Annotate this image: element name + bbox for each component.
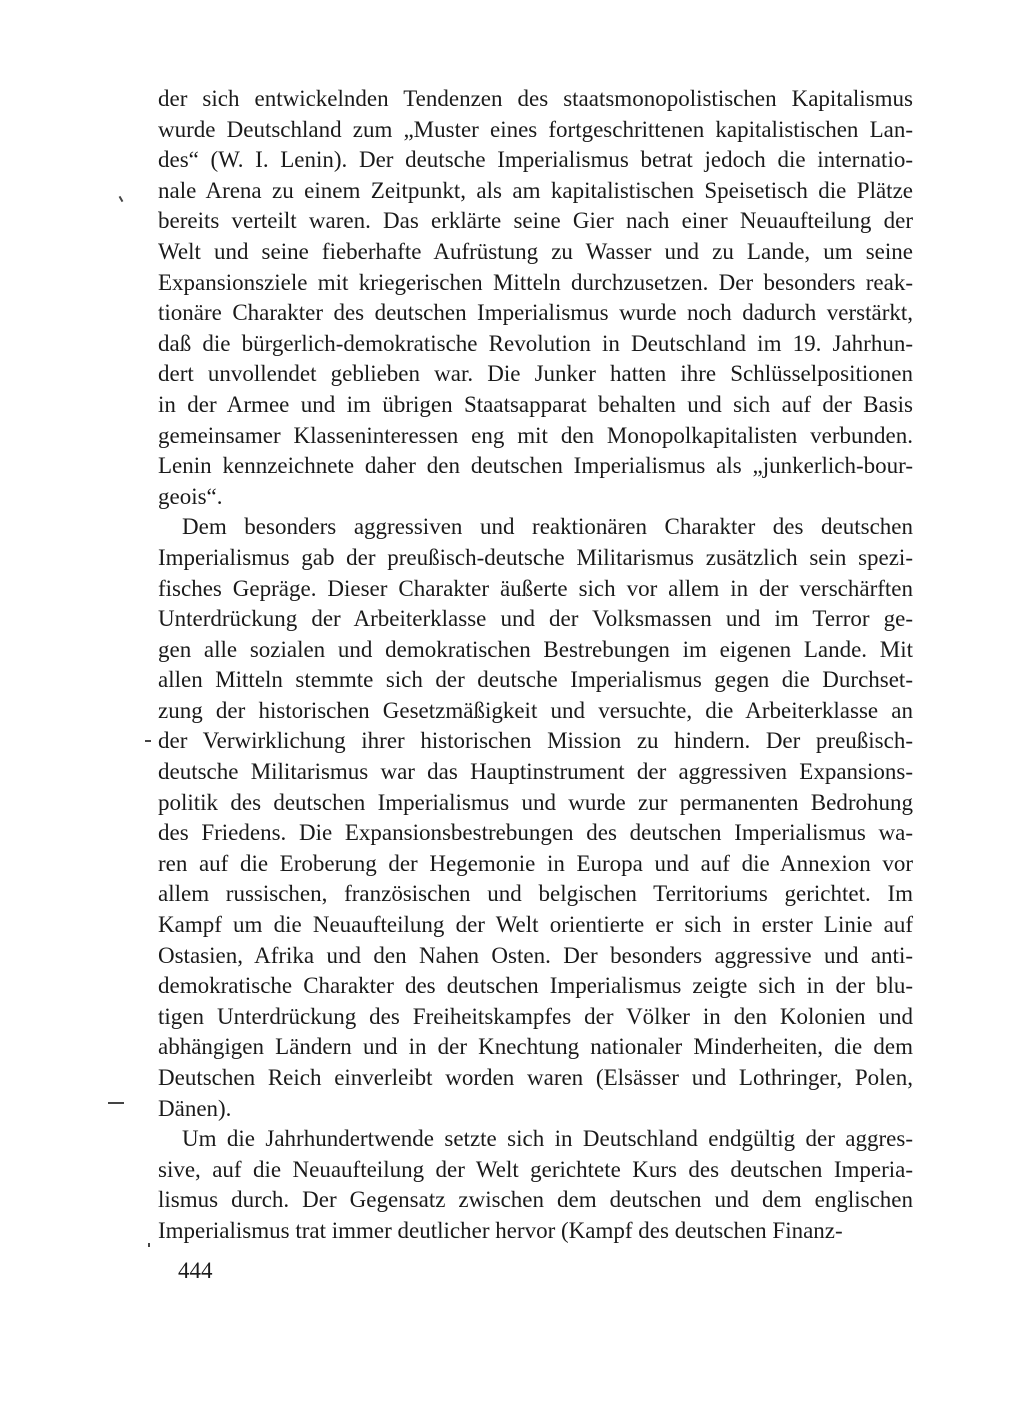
margin-mark	[148, 1243, 150, 1247]
text-line: ren auf die Eroberung der Hegemonie in Europa und auf die Annexion vor	[158, 850, 913, 876]
text-line: Deutschen Reich einverleibt worden waren (Elsässer und Lothringer, Polen,	[158, 1065, 913, 1090]
text-line: politik des deutschen Imperialismus und wurde zur permanenten Bedrohung	[158, 789, 913, 815]
text-line: demokratische Charakter des deutschen Imperialismus zeigte sich in der blu-	[158, 973, 913, 999]
body-text	[158, 84, 913, 1247]
text-line: tigen Unterdrückung des Freiheitskampfes der Völker in den Kolonien und	[158, 1003, 913, 1029]
margin-mark	[145, 740, 151, 742]
text-line: abhängigen Ländern und in der Knechtung nationaler Minderheiten, die dem	[158, 1034, 913, 1060]
text-line: der sich entwickelnden Tendenzen des staatsmonopolistischen Kapitalismus	[158, 86, 913, 111]
text-line: geois“.	[158, 483, 223, 509]
text-line: des Friedens. Die Expansionsbestrebungen des deutschen Imperialismus wa-	[158, 820, 913, 846]
text-line: Welt und seine fieberhafte Aufrüstung zu Wasser und zu Lande, um seine	[158, 238, 913, 264]
text-line: allen Mitteln stemmte sich der deutsche Imperialismus gegen die Durchset-	[158, 667, 913, 693]
text-line: Expansionsziele mit kriegerischen Mitteln durchzusetzen. Der besonders reak-	[158, 269, 913, 295]
text-line: gen alle sozialen und demokratischen Bestrebungen im eigenen Lande. Mit	[158, 636, 913, 662]
text-line: wurde Deutschland zum „Muster eines fortgeschrittenen kapitalistischen Lan-	[158, 116, 913, 142]
text-line: in der Armee und im übrigen Staatsapparat behalten und sich auf der Basis	[158, 391, 913, 417]
text-line: sive, auf die Neuaufteilung der Welt gerichtete Kurs des deutschen Imperia-	[158, 1156, 913, 1182]
text-line: Lenin kennzeichnete daher den deutschen Imperialismus als „junkerlich-bour-	[158, 453, 913, 479]
text-line: lismus durch. Der Gegensatz zwischen dem deutschen und dem englischen	[158, 1187, 913, 1213]
margin-mark	[119, 196, 124, 202]
text-line: gemeinsamer Klasseninteressen eng mit den Monopolkapitalisten verbunden.	[158, 422, 913, 448]
text-line: zung der historischen Gesetzmäßigkeit und versuchte, die Arbeiterklasse an	[158, 697, 913, 723]
text-line: deutsche Militarismus war das Hauptinstrument der aggressiven Expansions-	[158, 759, 913, 785]
paragraph	[158, 1124, 913, 1246]
text-line: dert unvollendet geblieben war. Die Junker hatten ihre Schlüsselpositionen	[158, 361, 913, 387]
text-line: tionäre Charakter des deutschen Imperialismus wurde noch dadurch verstärkt,	[158, 300, 913, 326]
text-line: Imperialismus trat immer deutlicher hervor (Kampf des deutschen Finanz-	[158, 1217, 843, 1243]
text-line: bereits verteilt waren. Das erklärte seine Gier nach einer Neuaufteilung der	[158, 208, 913, 234]
text-line: Kampf um die Neuaufteilung der Welt orientierte er sich in erster Linie auf	[158, 912, 913, 938]
text-line: Imperialismus gab der preußisch-deutsche Militarismus zusätzlich sein spezi-	[158, 544, 913, 570]
text-line: des“ (W. I. Lenin). Der deutsche Imperialismus betrat jedoch die internatio-	[158, 147, 913, 173]
paragraph	[158, 84, 913, 512]
text-line: Ostasien, Afrika und den Nahen Osten. Der besonders aggressive und anti-	[158, 942, 913, 968]
text-line: Unterdrückung der Arbeiterklasse und der Volksmassen und im Terror ge-	[158, 606, 913, 632]
text-line: nale Arena zu einem Zeitpunkt, als am kapitalistischen Speisetisch die Plätze	[158, 177, 913, 203]
text-line: der Verwirklichung ihrer historischen Mission zu hindern. Der preußisch-	[158, 728, 913, 754]
page-number: 444	[178, 1258, 213, 1283]
text-line: allem russischen, französischen und belgischen Territoriums gerichtet. Im	[158, 881, 913, 907]
paragraph	[158, 512, 913, 1124]
text-line: Dem besonders aggressiven und reaktionären Charakter des deutschen	[182, 514, 913, 540]
margin-mark	[108, 1102, 124, 1104]
text-line: fisches Gepräge. Dieser Charakter äußerte sich vor allem in der verschärften	[158, 575, 913, 601]
text-line: Dänen).	[158, 1095, 232, 1121]
text-line: daß die bürgerlich-demokratische Revolution in Deutschland im 19. Jahrhun-	[158, 330, 913, 356]
text-line: Um die Jahrhundertwende setzte sich in Deutschland endgültig der aggres-	[182, 1126, 913, 1152]
